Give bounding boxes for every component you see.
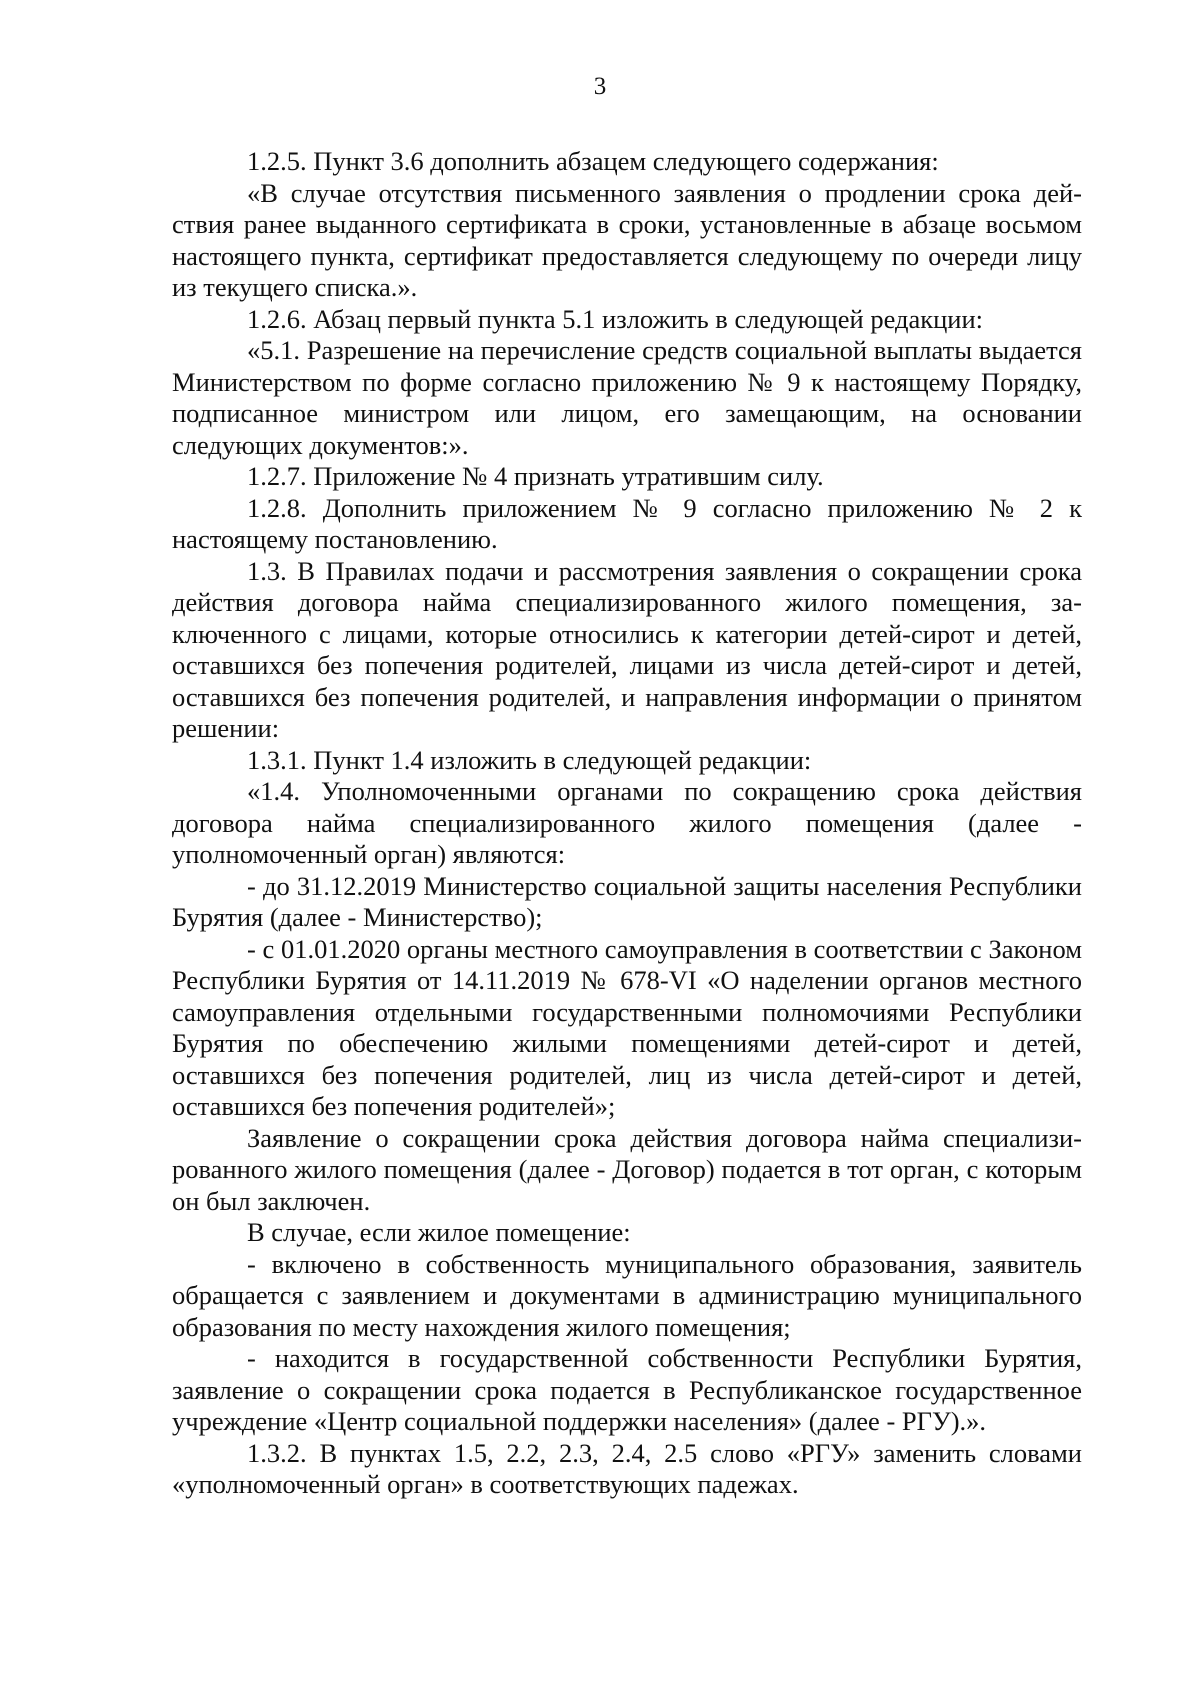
paragraph-1-2-8: 1.2.8. Дополнить приложением № 9 согласно приложению № 2 к настоящему постановлению. — [172, 492, 1082, 554]
paragraph-1-3: 1.3. В Правилах подачи и рассмотрения заявления о сокращении срока действия договора найма специализированного жилого помещения, заключенного с лицами, которые относились к категории детей-сирот и детей, оставшихся без попечения родителей, лицами из числа детей-сирот и детей, оставшихся без попечения родителей, и направления информации о принятом решении: — [172, 555, 1082, 743]
paragraph-if-premises: В случае, если жилое помещение: — [247, 1217, 631, 1247]
paragraph-municipal: - включено в собственность муниципального образования, заявитель обращается с заявлением и документами в администрацию муниципального образования по месту нахождения жилого помещения; — [172, 1248, 1082, 1342]
paragraph-quote-3-6: «В случае отсутствия письменного заявления о продлении срока действия ранее выданного сертификата в сроки, установленные в абзаце восьмом настоящего пункта, сертификат предоставляется следующему по очереди лицу из текущего списка.». — [172, 177, 1082, 302]
document-body — [172, 146, 1082, 1501]
paragraph-1-2-5: 1.2.5. Пункт 3.6 дополнить абзацем следующего содержания: — [247, 146, 939, 176]
paragraph-until-2019: - до 31.12.2019 Министерство социальной защиты населения Республики Бурятия (далее - Министерство); — [172, 870, 1082, 932]
paragraph-application: Заявление о сокращении срока действия договора найма специализированного жилого помещения (далее - Договор) подается в тот орган, с которым он был заключен. — [172, 1122, 1082, 1216]
page-number: 3 — [593, 73, 607, 100]
paragraph-state: - находится в государственной собственности Республики Бурятия, заявление о сокращении срока подается в Республиканское государственное учреждение «Центр социальной поддержки населения» (далее - РГУ).». — [172, 1343, 1082, 1436]
paragraph-quote-5-1: «5.1. Разрешение на перечисление средств социальной выплаты выдается Министерством по форме согласно приложению № 9 к настоящему Порядку, подписанное министром или лицом, его замещающим, на основании следующих документов:». — [172, 335, 1082, 460]
paragraph-quote-1-4: «1.4. Уполномоченными органами по сокращению срока действия договора найма специализированного жилого помещения (далее - уполномоченный орган) являются: — [172, 776, 1082, 869]
paragraph-1-3-1: 1.3.1. Пункт 1.4 изложить в следующей редакции: — [247, 744, 812, 775]
paragraph-1-3-2: 1.3.2. В пунктах 1.5, 2.2, 2.3, 2.4, 2.5 слово «РГУ» заменить словами «уполномоченный орган» в соответствующих падежах. — [172, 1437, 1082, 1499]
paragraph-from-2020: - с 01.01.2020 органы местного самоуправления в соответствии с Законом Республики Бурятия от 14.11.2019 № 678-VI «О наделении органов местного самоуправления отдельными государственными полномочиями Республики Бурятия по обеспечению жилыми помещениями детей-сирот и детей, оставшихся без попечения родителей, лиц из числа детей-сирот и детей, оставшихся без попечения родителей»; — [172, 933, 1082, 1121]
paragraph-1-2-7: 1.2.7. Приложение № 4 признать утратившим силу. — [247, 461, 824, 491]
paragraph-1-2-6: 1.2.6. Абзац первый пункта 5.1 изложить в следующей редакции: — [247, 303, 984, 334]
